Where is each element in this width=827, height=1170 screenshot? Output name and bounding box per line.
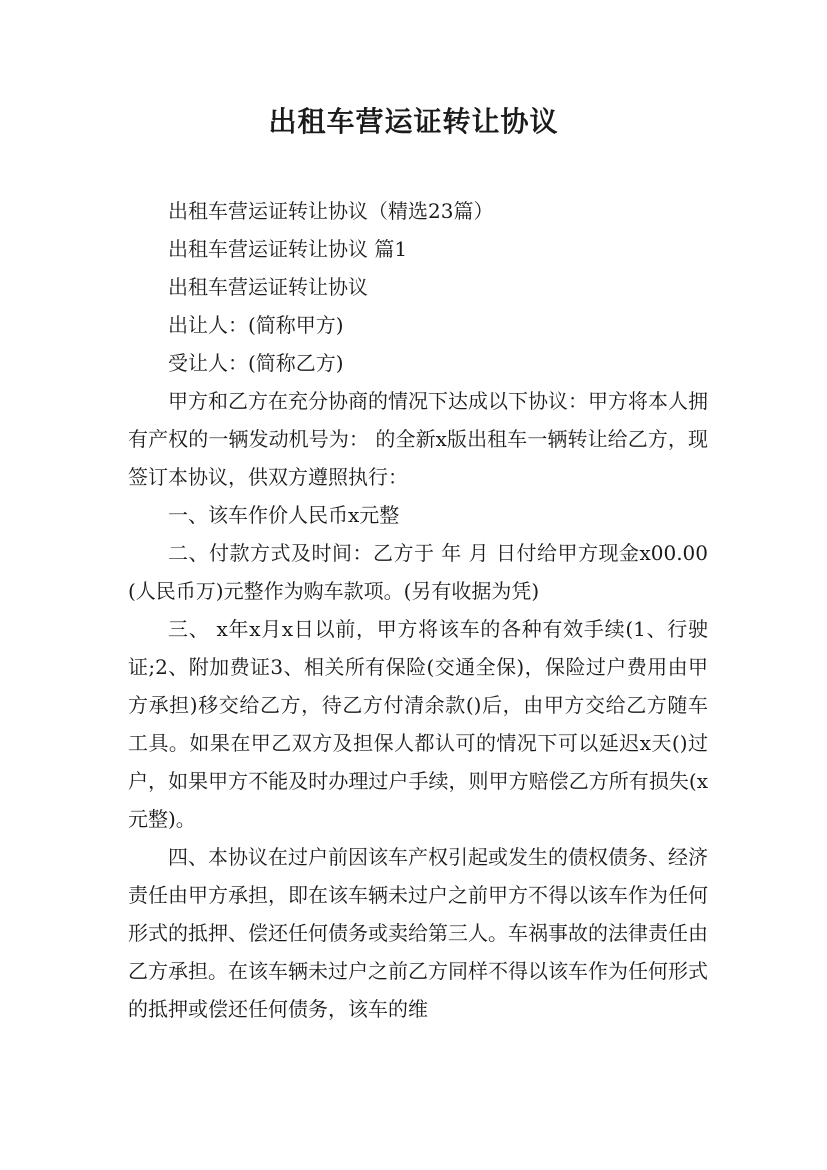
paragraph-clause-2: 二、付款方式及时间：乙方于 年 月 日付给甲方现金x00.00(人民币万)元整作为购车款项。(另有收据为凭) xyxy=(128,541,708,603)
paragraph-collection-title: 出租车营运证转让协议（精选23篇） xyxy=(168,199,494,223)
paragraph-preamble: 甲方和乙方在充分协商的情况下达成以下协议：甲方将本人拥有产权的一辆发动机号为： 的全新x版出租车一辆转让给乙方，现签订本协议，供双方遵照执行： xyxy=(128,389,708,489)
paragraph-transferor: 出让人：(简称甲方) xyxy=(168,313,344,337)
paragraph-article-heading: 出租车营运证转让协议 篇1 xyxy=(168,237,408,261)
document-title: 出租车营运证转让协议 xyxy=(268,105,559,138)
document-body xyxy=(128,192,708,1028)
paragraph-clause-4: 四、本协议在过户前因该车产权引起或发生的债权债务、经济责任由甲方承担，即在该车辆未过户之前甲方不得以该车作为任何形式的抵押、偿还任何债务或卖给第三人。车祸事故的法律责任由乙方承担。在该车辆未过户之前乙方同样不得以该车作为任何形式的抵押或偿还任何债务，该车的维 xyxy=(128,845,708,1021)
paragraph-transferee: 受让人：(简称乙方) xyxy=(168,351,344,375)
paragraph-agreement-name: 出租车营运证转让协议 xyxy=(168,275,368,299)
paragraph-clause-1: 一、该车作价人民币x元整 xyxy=(168,503,400,527)
paragraph-clause-3: 三、 x年x月x日以前，甲方将该车的各种有效手续(1、行驶证;2、附加费证3、相关所有保险(交通全保)，保险过户费用由甲方承担)移交给乙方，待乙方付清余款()后，由甲方交给乙方随车工具。如果在甲乙双方及担保人都认可的情况下可以延迟x天()过户，如果甲方不能及时办理过户手续，则甲方赔偿乙方所有损失(x元整)。 xyxy=(128,617,708,831)
